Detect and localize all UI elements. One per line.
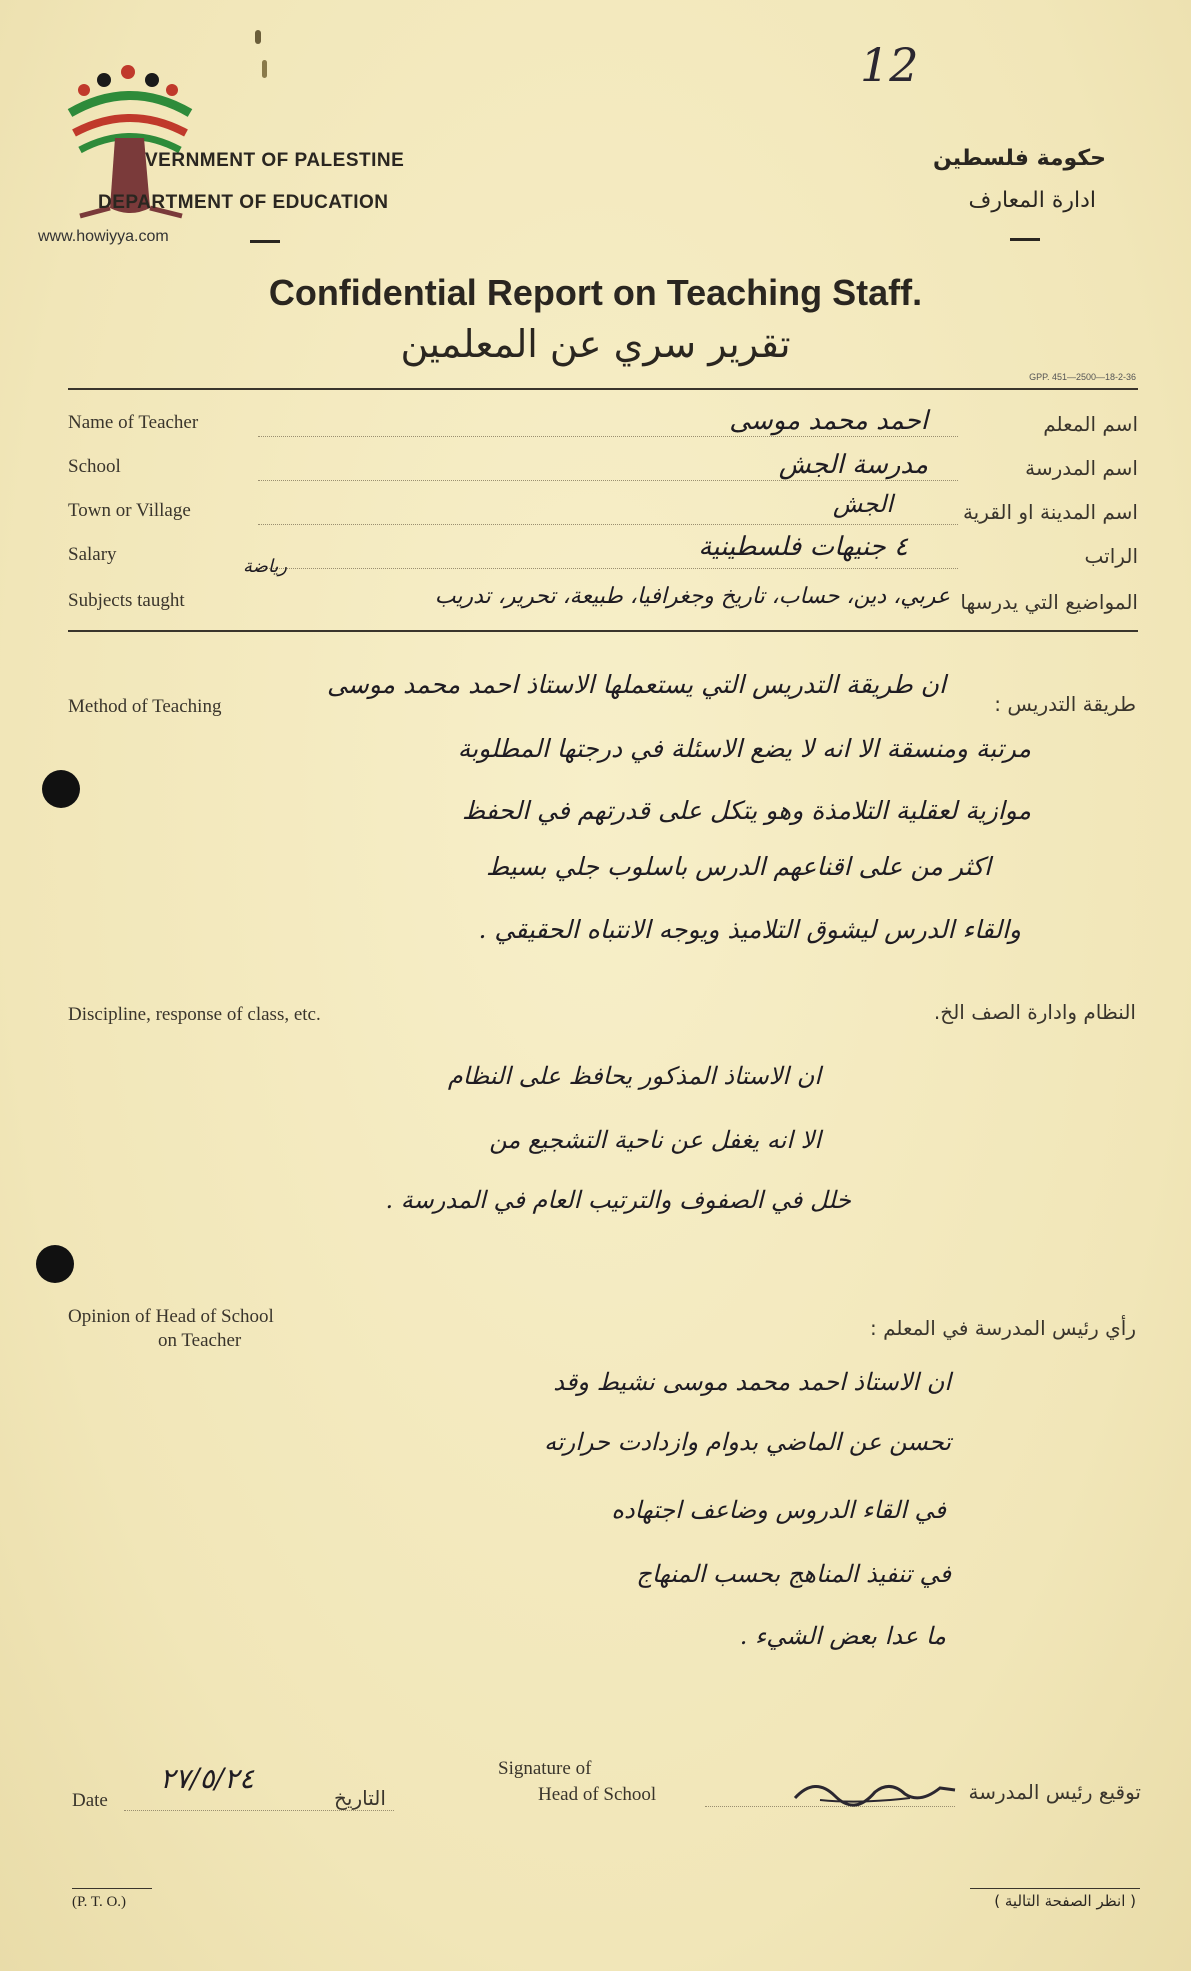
date-value: ٢٧/٥/٢٤	[160, 1762, 255, 1795]
method-label-ar: طريقة التدريس :	[994, 692, 1136, 716]
field-label-ar: الراتب	[1084, 544, 1138, 568]
punch-hole	[36, 1245, 74, 1283]
field-dotted-line	[258, 480, 958, 481]
handwritten-signature-icon	[790, 1770, 960, 1810]
field-label-ar: اسم المدرسة	[1025, 456, 1138, 480]
document-title-en: Confidential Report on Teaching Staff.	[268, 272, 923, 313]
opinion-label-en: Opinion of Head of School	[68, 1306, 274, 1327]
signature-label-ar: توقيع رئيس المدرسة	[968, 1780, 1141, 1804]
field-label-ar: المواضيع التي يدرسها	[960, 590, 1138, 614]
method-line: اكثر من على اقناعهم الدرس باسلوب جلي بسيط	[485, 852, 991, 881]
field-value: احمد محمد موسى	[729, 406, 928, 436]
pto-rule-ar	[970, 1888, 1140, 1889]
field-dotted-line	[258, 436, 958, 437]
field-dotted-line	[258, 524, 958, 525]
method-line: ان طريقة التدريس التي يستعملها الاستاذ احمد محمد موسى	[326, 670, 946, 699]
discipline-label-en: Discipline, response of class, etc.	[68, 1004, 321, 1025]
opinion-line: تحسن عن الماضي بدوام وازدادت حرارته	[544, 1428, 951, 1456]
opinion-label-ar: رأي رئيس المدرسة في المعلم :	[869, 1316, 1136, 1340]
field-value: ٤ جنيهات فلسطينية	[698, 532, 908, 562]
ink-mark	[255, 30, 261, 44]
discipline-line: ان الاستاذ المذكور يحافظ على النظام	[447, 1062, 821, 1090]
field-label-ar: اسم المدينة او القرية	[962, 500, 1138, 524]
signature-label-en-2: Head of School	[538, 1784, 657, 1805]
field-label-en: Salary	[68, 544, 117, 565]
header-dash	[250, 240, 280, 243]
method-line: والقاء الدرس ليشوق التلاميذ ويوجه الانتباه الحقيقي .	[478, 915, 1021, 944]
department-name-en: DEPARTMENT OF EDUCATION	[98, 192, 389, 213]
pto-ar: ( انظر الصفحة التالية )	[994, 1892, 1136, 1910]
field-label-ar: اسم المعلم	[1043, 412, 1138, 436]
page-number: 12	[860, 38, 919, 92]
punch-hole	[42, 770, 80, 808]
discipline-label-ar: النظام وادارة الصف الخ.	[933, 1000, 1136, 1024]
opinion-line: في القاء الدروس وضاعف اجتهاده	[611, 1496, 946, 1524]
opinion-label-en-2: on Teacher	[158, 1330, 242, 1351]
method-line: مرتبة ومنسقة الا انه لا يضع الاسئلة في درجتها المطلوبة	[457, 734, 1031, 763]
field-value-extra: رياضة	[243, 556, 288, 577]
date-dotted-line	[124, 1810, 394, 1811]
date-label-en: Date	[72, 1790, 108, 1811]
pto-rule	[72, 1888, 152, 1889]
opinion-line: ما عدا بعض الشيء .	[739, 1622, 946, 1650]
field-label-en: Town or Village	[68, 500, 191, 521]
discipline-line: الا انه يغفل عن ناحية التشجيع من	[489, 1126, 821, 1154]
watermark-site: www.howiyya.com	[38, 228, 169, 245]
pto-en: (P. T. O.)	[72, 1894, 127, 1910]
field-row-town	[68, 490, 1138, 536]
document-title-ar: تقرير سري عن المعلمين	[400, 322, 791, 366]
field-label-en: Name of Teacher	[68, 412, 199, 433]
field-value: عربي، دين، حساب، تاريخ وجغرافيا، طبيعة، تحرير، تدريب	[434, 584, 950, 609]
method-line: موازية لعقلية التلامذة وهو يتكل على قدرتهم في الحفظ	[461, 796, 1031, 825]
field-value: الجش	[832, 490, 893, 518]
discipline-line: خلل في الصفوف والترتيب العام في المدرسة .	[385, 1186, 851, 1214]
print-code: GPP. 451—2500—18-2-36	[1029, 372, 1136, 382]
opinion-line: في تنفيذ المناهج بحسب المنهاج	[636, 1560, 951, 1588]
field-row-salary	[68, 532, 1138, 580]
field-dotted-line	[258, 568, 958, 569]
government-name-en: VERNMENT OF PALESTINE	[145, 150, 405, 171]
field-label-en: School	[68, 456, 121, 477]
fields-bottom-rule	[68, 630, 1138, 632]
department-name-ar: ادارة المعارف	[968, 188, 1096, 213]
field-row-school	[68, 452, 1138, 492]
field-label-en: Subjects taught	[68, 590, 185, 611]
signature-label-en: Signature of	[498, 1758, 592, 1779]
top-rule	[68, 388, 1138, 390]
field-value: مدرسة الجش	[778, 450, 928, 480]
field-row-name	[68, 408, 1138, 448]
date-label-ar: التاريخ	[334, 1786, 386, 1810]
ink-mark	[262, 60, 267, 78]
opinion-line: ان الاستاذ احمد محمد موسى نشيط وقد	[553, 1368, 951, 1396]
government-name-ar: حكومة فلسطين	[932, 146, 1106, 171]
method-label-en: Method of Teaching	[68, 696, 222, 717]
header-dash	[1010, 238, 1040, 241]
